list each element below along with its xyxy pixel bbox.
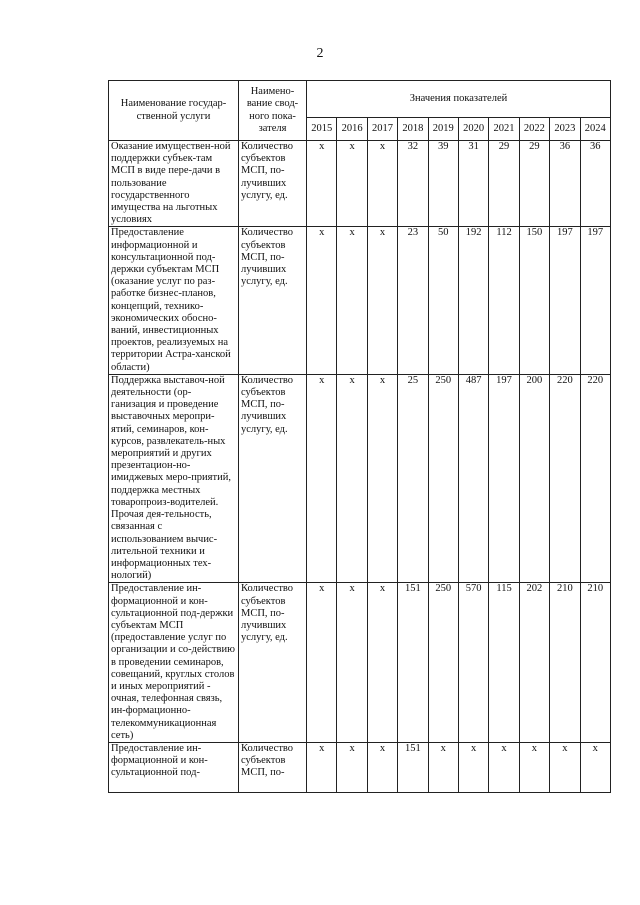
value-cell: x: [428, 742, 458, 792]
value-cell: x: [519, 742, 549, 792]
table-row: [109, 742, 611, 792]
values-column-header: Значения показателей: [307, 81, 611, 118]
year-header: 2017: [367, 118, 397, 141]
value-cell: x: [337, 583, 367, 743]
value-cell: 570: [458, 583, 488, 743]
value-cell: 39: [428, 141, 458, 227]
value-cell: 151: [398, 583, 428, 743]
table-row: [109, 374, 611, 582]
value-cell: 23: [398, 227, 428, 374]
value-cell: 487: [458, 374, 488, 582]
indicator-name-cell: Количество субъектов МСП, по-лучивших услугу, ед.: [239, 227, 307, 374]
value-cell: 220: [580, 374, 610, 582]
value-cell: x: [307, 374, 337, 582]
value-cell: x: [337, 374, 367, 582]
value-cell: 250: [428, 583, 458, 743]
indicator-name-cell: Количество субъектов МСП, по-лучивших услугу, ед.: [239, 374, 307, 582]
year-header: 2019: [428, 118, 458, 141]
year-header: 2022: [519, 118, 549, 141]
value-cell: 210: [550, 583, 580, 743]
service-name-cell: Поддержка выставоч-ной деятельности (ор-ганизация и проведение выставочных меропри-ятий, семинаров, кон-курсов, развлекатель-ных мероприятий и других презентацион-но-имиджевых меро-приятий, поддержка местных товаропроиз-водителей. Прочая дея-тельность, связанная с использованием вычис-лительной техники и информационных тех-нологий): [109, 374, 239, 582]
value-cell: x: [367, 374, 397, 582]
value-cell: 151: [398, 742, 428, 792]
indicator-column-header: Наимено-вание свод-ного пока-зателя: [239, 81, 307, 141]
table-row: [109, 583, 611, 743]
year-header: 2018: [398, 118, 428, 141]
value-cell: 200: [519, 374, 549, 582]
value-cell: 29: [519, 141, 549, 227]
value-cell: x: [307, 227, 337, 374]
value-cell: 29: [489, 141, 519, 227]
value-cell: 192: [458, 227, 488, 374]
value-cell: 197: [580, 227, 610, 374]
service-name-cell: Предоставление информационной и консультационной под-держки субъектам МСП (оказание услуг по раз-работке бизнес-планов, концепций, технико-экономических обосно-ваний, инвестиционных проектов, реализуемых на территории Астра-ханской области): [109, 227, 239, 374]
year-header: 2016: [337, 118, 367, 141]
value-cell: 220: [550, 374, 580, 582]
value-cell: x: [307, 583, 337, 743]
value-cell: 36: [550, 141, 580, 227]
page-number: 2: [316, 46, 324, 61]
value-cell: 197: [489, 374, 519, 582]
value-cell: x: [458, 742, 488, 792]
year-header: 2021: [489, 118, 519, 141]
value-cell: 210: [580, 583, 610, 743]
indicators-table: [108, 80, 611, 793]
value-cell: x: [337, 141, 367, 227]
year-header: 2023: [550, 118, 580, 141]
value-cell: 202: [519, 583, 549, 743]
indicator-name-cell: Количество субъектов МСП, по-лучивших услугу, ед.: [239, 141, 307, 227]
service-name-cell: Предоставление ин-формационной и кон-сультационной под-: [109, 742, 239, 792]
service-name-cell: Предоставление ин-формационной и кон-сультационной под-держки субъектам МСП (предоставление услуг по организации и со-действию в проведении семинаров, совещаний, круглых столов и иных мероприятий - очная, телефонная связь, ин-формационно-телекоммуникационная сеть): [109, 583, 239, 743]
value-cell: 36: [580, 141, 610, 227]
value-cell: x: [550, 742, 580, 792]
value-cell: x: [367, 742, 397, 792]
value-cell: x: [580, 742, 610, 792]
value-cell: x: [367, 141, 397, 227]
value-cell: 25: [398, 374, 428, 582]
value-cell: x: [337, 742, 367, 792]
value-cell: 150: [519, 227, 549, 374]
service-name-cell: Оказание имуществен-ной поддержки субъек-там МСП в виде пере-дачи в пользование государственного имущества на льготных условиях: [109, 141, 239, 227]
value-cell: 32: [398, 141, 428, 227]
value-cell: x: [307, 141, 337, 227]
table-row: [109, 141, 611, 227]
indicator-name-cell: Количество субъектов МСП, по-: [239, 742, 307, 792]
value-cell: 197: [550, 227, 580, 374]
value-cell: x: [367, 583, 397, 743]
year-header: 2024: [580, 118, 610, 141]
year-header: 2015: [307, 118, 337, 141]
value-cell: x: [337, 227, 367, 374]
indicator-name-cell: Количество субъектов МСП, по-лучивших услугу, ед.: [239, 583, 307, 743]
table-row: [109, 227, 611, 374]
value-cell: 31: [458, 141, 488, 227]
value-cell: 115: [489, 583, 519, 743]
value-cell: 112: [489, 227, 519, 374]
value-cell: x: [307, 742, 337, 792]
value-cell: x: [367, 227, 397, 374]
value-cell: x: [489, 742, 519, 792]
value-cell: 250: [428, 374, 458, 582]
service-column-header: Наименование государ-ственной услуги: [109, 81, 239, 141]
year-header: 2020: [458, 118, 488, 141]
value-cell: 50: [428, 227, 458, 374]
